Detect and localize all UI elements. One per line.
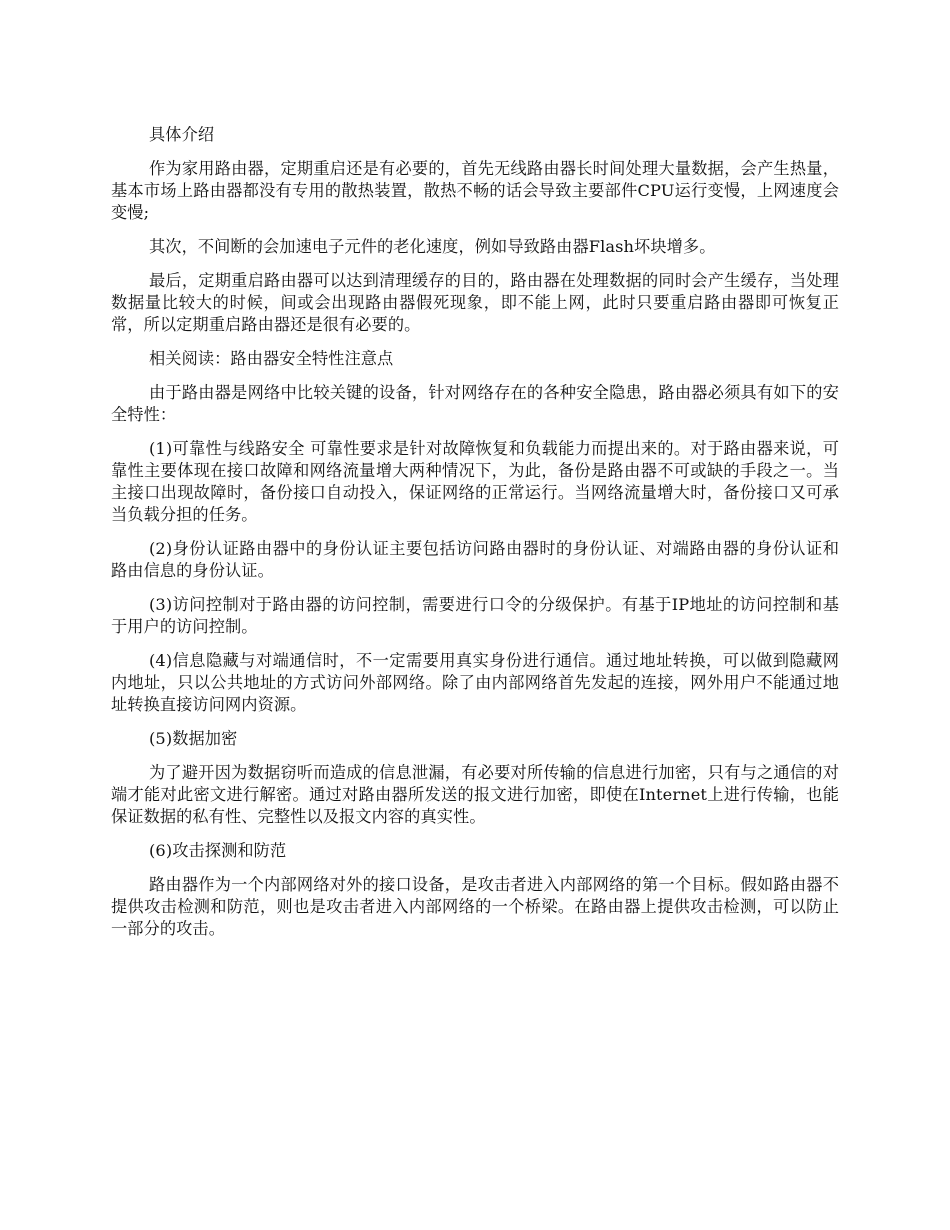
paragraph-reliability: (1)可靠性与线路安全 可靠性要求是针对故障恢复和负载能力而提出来的。对于路由器来说，可靠性主要体现在接口故障和网络流量增大两种情况下，为此，备份是路由器不可或缺的手段之一。当主接口出现故障时，备份接口自动投入，保证网络的正常运行。当网络流量增大时，备份接口又可承当负载分担的任务。 (111, 439, 839, 524)
paragraph-reboot-reason: 作为家用路由器，定期重启还是有必要的，首先无线路由器长时间处理大量数据，会产生热量，基本市场上路由器都没有专用的散热装置，散热不畅的话会导致主要部件CPU运行变慢，上网速度会变慢; (111, 159, 839, 222)
paragraph-encryption: 为了避开因为数据窃听而造成的信息泄漏，有必要对所传输的信息进行加密，只有与之通信的对端才能对此密文进行解密。通过对路由器所发送的报文进行加密，即使在Internet上进行传输，也能保证数据的私有性、完整性以及报文内容的真实性。 (111, 763, 839, 826)
document-page (111, 124, 839, 952)
section-heading-intro: 具体介绍 (149, 125, 215, 144)
subheading-attack-detection: (6)攻击探测和防范 (149, 841, 287, 860)
paragraph-attack-detection: 路由器作为一个内部网络对外的接口设备，是攻击者进入内部网络的第一个目标。假如路由器不提供攻击检测和防范，则也是攻击者进入内部网络的一个桥梁。在路由器上提供攻击检测，可以防止一部分的攻击。 (111, 875, 839, 938)
section-heading-related: 相关阅读：路由器安全特性注意点 (149, 349, 394, 368)
paragraph-info-hiding: (4)信息隐藏与对端通信时，不一定需要用真实身份进行通信。通过地址转换，可以做到隐藏网内地址，只以公共地址的方式访问外部网络。除了由内部网络首先发起的连接，网外用户不能通过地址转换直接访问网内资源。 (111, 651, 839, 714)
paragraph-aging: 其次，不间断的会加速电子元件的老化速度，例如导致路由器Flash坏块增多。 (149, 237, 716, 256)
paragraph-cache: 最后，定期重启路由器可以达到清理缓存的目的，路由器在处理数据的同时会产生缓存，当处理数据量比较大的时候，间或会出现路由器假死现象，即不能上网，此时只要重启路由器即可恢复正常，所以定期重启路由器还是很有必要的。 (111, 271, 839, 334)
paragraph-security-intro: 由于路由器是网络中比较关键的设备，针对网络存在的各种安全隐患，路由器必须具有如下的安全特性： (111, 383, 839, 424)
paragraph-access-control: (3)访问控制对于路由器的访问控制，需要进行口令的分级保护。有基于IP地址的访问控制和基于用户的访问控制。 (111, 595, 839, 636)
paragraph-authentication: (2)身份认证路由器中的身份认证主要包括访问路由器时的身份认证、对端路由器的身份认证和路由信息的身份认证。 (111, 539, 839, 580)
subheading-encryption: (5)数据加密 (149, 729, 238, 748)
